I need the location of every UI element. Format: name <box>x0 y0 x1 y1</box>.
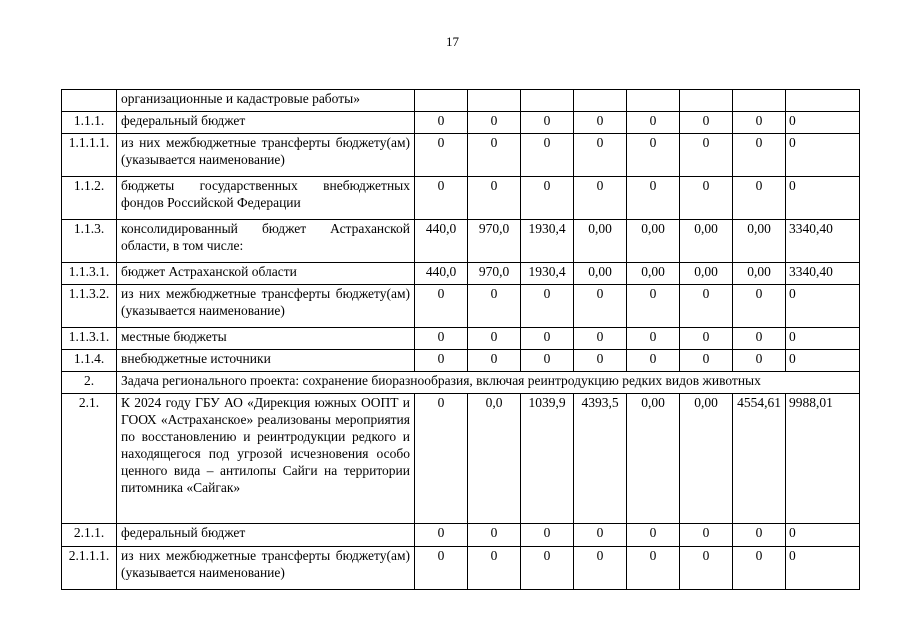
row-value: 0 <box>521 547 574 590</box>
row-name: местные бюджеты <box>117 328 415 350</box>
row-value: 0 <box>521 350 574 372</box>
row-value: 4393,5 <box>574 394 627 524</box>
row-value: 0 <box>680 112 733 134</box>
row-name: из них межбюджетные трансферты бюджету(ам) (указывается наименование) <box>117 547 415 590</box>
table-row <box>62 220 860 263</box>
row-value: 0 <box>733 547 786 590</box>
row-number: 1.1.4. <box>62 350 117 372</box>
row-value: 0 <box>468 547 521 590</box>
table-row <box>62 263 860 285</box>
row-value: 0 <box>786 285 860 328</box>
table-row <box>62 177 860 220</box>
row-name: организационные и кадастровые работы» <box>117 90 415 112</box>
row-name: федеральный бюджет <box>117 112 415 134</box>
row-value <box>415 90 468 112</box>
row-value: 0 <box>574 524 627 547</box>
row-value: 0 <box>415 177 468 220</box>
row-value: 0 <box>574 285 627 328</box>
row-value: 0 <box>415 134 468 177</box>
row-value: 0,00 <box>680 220 733 263</box>
row-value: 0 <box>574 328 627 350</box>
row-value: 0 <box>680 134 733 177</box>
row-value: 0 <box>786 112 860 134</box>
row-value: 0,00 <box>627 220 680 263</box>
row-value: 0 <box>786 547 860 590</box>
row-number <box>62 90 117 112</box>
row-name: К 2024 году ГБУ АО «Дирекция южных ООПТ и ГООХ «Астраханское» реализованы мероприятия по восстановлению и реинтродукции редкого и находящегося под угрозой исчезновения особо ценного вида – антилопы Сайги на территории питомника «Сайгак» <box>117 394 415 524</box>
row-value: 1930,4 <box>521 263 574 285</box>
row-value: 0 <box>733 350 786 372</box>
row-value <box>786 90 860 112</box>
row-value: 0 <box>733 134 786 177</box>
table-row <box>62 328 860 350</box>
row-value: 0 <box>786 134 860 177</box>
row-value: 0 <box>627 328 680 350</box>
row-value: 0 <box>521 328 574 350</box>
table-row <box>62 285 860 328</box>
row-value: 0 <box>627 285 680 328</box>
row-value: 0 <box>574 547 627 590</box>
row-value: 3340,40 <box>786 220 860 263</box>
row-value: 0,00 <box>574 263 627 285</box>
row-value: 0,00 <box>733 220 786 263</box>
row-value <box>627 90 680 112</box>
budget-table-body <box>62 90 860 590</box>
row-value: 0 <box>574 112 627 134</box>
task-text: Задача регионального проекта: сохранение биоразнообразия, включая реинтродукцию редких видов животных <box>117 372 860 394</box>
row-value: 0 <box>627 524 680 547</box>
row-value: 0 <box>468 524 521 547</box>
row-value: 970,0 <box>468 263 521 285</box>
row-value: 0 <box>468 112 521 134</box>
row-value: 0 <box>680 350 733 372</box>
row-number: 1.1.2. <box>62 177 117 220</box>
row-value <box>521 90 574 112</box>
row-value: 0 <box>415 350 468 372</box>
table-row <box>62 547 860 590</box>
task-number: 2. <box>62 372 117 394</box>
row-value: 440,0 <box>415 220 468 263</box>
table-row <box>62 524 860 547</box>
row-value: 0,00 <box>733 263 786 285</box>
row-value: 0,00 <box>627 394 680 524</box>
row-name: из них межбюджетные трансферты бюджету(ам) (указывается наименование) <box>117 285 415 328</box>
row-value: 0 <box>733 524 786 547</box>
row-value: 0 <box>627 112 680 134</box>
row-value: 0 <box>786 177 860 220</box>
table-row <box>62 90 860 112</box>
row-value: 970,0 <box>468 220 521 263</box>
row-value: 0,00 <box>574 220 627 263</box>
row-number: 2.1. <box>62 394 117 524</box>
row-value: 0 <box>680 285 733 328</box>
row-value: 0 <box>468 328 521 350</box>
row-number: 1.1.3.1. <box>62 328 117 350</box>
table-row <box>62 394 860 524</box>
row-value: 0 <box>521 134 574 177</box>
row-value: 0 <box>468 350 521 372</box>
row-number: 2.1.1.1. <box>62 547 117 590</box>
row-name: консолидированный бюджет Астраханской области, в том числе: <box>117 220 415 263</box>
row-value <box>468 90 521 112</box>
budget-table <box>61 89 860 590</box>
row-number: 1.1.3.2. <box>62 285 117 328</box>
row-value: 0 <box>627 547 680 590</box>
page-number: 17 <box>446 34 459 49</box>
row-value: 0 <box>680 177 733 220</box>
row-value: 0 <box>415 547 468 590</box>
row-value: 0 <box>680 547 733 590</box>
row-number: 2.1.1. <box>62 524 117 547</box>
row-value: 0 <box>521 112 574 134</box>
table-row <box>62 134 860 177</box>
row-value: 0 <box>627 134 680 177</box>
row-value: 9988,01 <box>786 394 860 524</box>
row-value: 0 <box>415 328 468 350</box>
row-value: 0,0 <box>468 394 521 524</box>
row-value: 3340,40 <box>786 263 860 285</box>
row-value: 0 <box>468 177 521 220</box>
row-value: 0,00 <box>680 394 733 524</box>
row-value: 0 <box>627 350 680 372</box>
row-value <box>733 90 786 112</box>
row-value: 0 <box>733 112 786 134</box>
row-name: внебюджетные источники <box>117 350 415 372</box>
row-value: 0 <box>574 177 627 220</box>
row-value: 0 <box>415 524 468 547</box>
row-number: 1.1.1. <box>62 112 117 134</box>
row-value: 0 <box>415 394 468 524</box>
row-value: 0 <box>733 285 786 328</box>
row-value <box>680 90 733 112</box>
row-number: 1.1.1.1. <box>62 134 117 177</box>
row-value: 0 <box>786 350 860 372</box>
row-value: 0 <box>627 177 680 220</box>
row-number: 1.1.3. <box>62 220 117 263</box>
task-row <box>62 372 860 394</box>
row-value: 0 <box>521 285 574 328</box>
row-value: 0 <box>733 177 786 220</box>
table-row <box>62 112 860 134</box>
row-value: 0 <box>786 328 860 350</box>
row-value: 0 <box>680 524 733 547</box>
row-value: 1930,4 <box>521 220 574 263</box>
row-value: 0 <box>574 134 627 177</box>
row-value: 0,00 <box>627 263 680 285</box>
row-value: 0,00 <box>680 263 733 285</box>
row-value: 4554,61 <box>733 394 786 524</box>
row-value: 0 <box>733 328 786 350</box>
row-name: бюджеты государственных внебюджетных фондов Российской Федерации <box>117 177 415 220</box>
row-value: 0 <box>468 134 521 177</box>
row-name: федеральный бюджет <box>117 524 415 547</box>
row-value: 1039,9 <box>521 394 574 524</box>
row-value: 0 <box>786 524 860 547</box>
row-value: 0 <box>574 350 627 372</box>
row-value: 440,0 <box>415 263 468 285</box>
row-value: 0 <box>521 177 574 220</box>
row-value: 0 <box>415 112 468 134</box>
row-value: 0 <box>521 524 574 547</box>
table-row <box>62 350 860 372</box>
row-value: 0 <box>415 285 468 328</box>
row-value: 0 <box>680 328 733 350</box>
row-value <box>574 90 627 112</box>
row-name: бюджет Астраханской области <box>117 263 415 285</box>
row-value: 0 <box>468 285 521 328</box>
row-number: 1.1.3.1. <box>62 263 117 285</box>
row-name: из них межбюджетные трансферты бюджету(ам) (указывается наименование) <box>117 134 415 177</box>
